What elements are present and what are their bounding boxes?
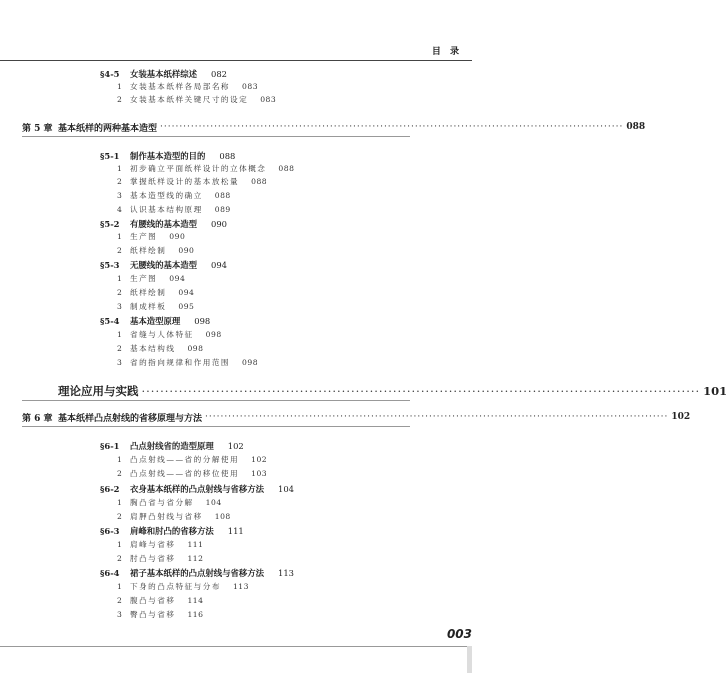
item-page: 098 [187,343,204,353]
toc-item [117,189,231,201]
item-number: 3 [117,301,122,311]
item-number: 1 [117,581,122,591]
section-title: 凸点射线省的造型原理 [130,440,214,451]
item-title: 纸样绘制 [130,245,167,255]
toc-section [100,566,294,579]
item-number: 2 [117,343,122,353]
item-title: 基本结构线 [130,343,176,353]
dot-leader: ························································································································ [160,122,624,132]
dot-leader: ························································································································ [205,412,669,422]
section-number: §6-4 [100,567,120,578]
item-number: 2 [117,553,122,563]
section-number: §5-3 [100,259,120,270]
toc-item [117,467,267,479]
toc-item [117,552,203,564]
page-number: 003 [446,627,472,641]
item-number: 1 [117,81,122,91]
item-number: 2 [117,94,122,104]
toc-item [117,538,203,550]
section-page: 111 [227,525,244,536]
item-page: 098 [242,357,259,367]
item-title: 腹凸与省移 [130,595,176,605]
item-page: 090 [178,245,195,255]
section-number: §6-1 [100,440,120,451]
item-page: 113 [232,581,249,591]
section-title: 制作基本造型的目的 [130,150,206,161]
toc-item [117,342,203,354]
item-number: 3 [117,357,122,367]
toc-item [117,356,258,368]
item-title: 省的指向规律和作用范围 [130,357,231,367]
item-number: 2 [117,468,122,478]
toc-item [117,272,185,284]
toc-chapter [22,119,646,135]
item-number: 1 [117,454,122,464]
item-page: 111 [187,539,204,549]
section-title: 有腰线的基本造型 [130,218,197,229]
item-page: 112 [187,553,204,563]
toc-item [117,286,194,298]
item-title: 纸样绘制 [130,287,167,297]
item-page: 104 [205,497,222,507]
footer-divider [0,646,472,647]
item-page: 116 [187,609,204,619]
section-number: §6-2 [100,483,120,494]
item-title: 认识基本结构原理 [130,204,203,214]
item-page: 089 [214,204,231,214]
toc-section [100,482,294,495]
section-divider [22,400,410,401]
toc-item [117,608,203,620]
toc-item [117,300,194,312]
item-page: 094 [178,287,195,297]
toc-section [100,149,235,162]
section-page: 094 [211,259,227,270]
part-title: 理论应用与实践 [58,384,139,398]
item-number: 1 [117,231,122,241]
section-title: 基本造型原理 [130,315,181,326]
item-number: 2 [117,176,122,186]
section-number: §5-2 [100,218,120,229]
item-page: 088 [214,190,231,200]
item-title: 肩胛凸射线与省移 [130,511,203,521]
item-page: 114 [187,595,204,605]
chapter-title: 基本纸样凸点射线的省移原理与方法 [58,413,203,424]
toc-item [117,453,267,465]
page-edge-bar [467,646,472,673]
toc-item [117,80,258,92]
item-title: 制成样板 [130,301,167,311]
section-page: 082 [211,68,227,79]
toc-section [100,524,244,537]
item-number: 1 [117,497,122,507]
item-number: 3 [117,190,122,200]
item-page: 090 [169,231,186,241]
item-page: 083 [260,94,277,104]
section-number: §6-3 [100,525,120,536]
chapter-page: 088 [626,122,646,132]
item-number: 2 [117,245,122,255]
section-title: 无腰线的基本造型 [130,259,197,270]
toc-chapter [22,409,691,425]
toc-item [117,230,185,242]
part-page: 101 [703,384,727,398]
chapter-page: 102 [671,412,691,422]
item-title: 生产图 [130,273,158,283]
section-divider [22,136,410,137]
item-number: 4 [117,204,122,214]
section-title: 衣身基本纸样的凸点射线与省移方法 [130,483,264,494]
section-page: 102 [227,440,244,451]
toc-section [100,314,210,327]
item-page: 088 [251,176,268,186]
item-page: 094 [169,273,186,283]
item-title: 臀凸与省移 [130,609,176,619]
toc-item [117,496,222,508]
chapter-number: 第 5 章 [22,123,53,134]
toc-section [100,258,227,271]
item-title: 省缝与人体特征 [130,329,194,339]
toc-section [100,439,244,452]
toc-section [100,217,227,230]
item-number: 1 [117,273,122,283]
section-page: 088 [219,150,236,161]
item-title: 女装基本纸样各局部名称 [130,81,231,91]
section-number: §5-4 [100,315,120,326]
toc-section [100,67,227,80]
item-number: 1 [117,539,122,549]
section-page: 113 [278,567,294,578]
item-page: 108 [214,511,231,521]
item-title: 初步确立平面纸样设计的立体概念 [130,163,267,173]
item-title: 生产图 [130,231,158,241]
header-divider [0,60,472,61]
chapter-number: 第 6 章 [22,413,53,424]
toc-item [117,580,249,592]
toc-item [117,175,267,187]
section-number: §5-1 [100,150,120,161]
item-title: 基本造型线的确立 [130,190,203,200]
item-title: 掌握纸样设计的基本放松量 [130,176,240,186]
toc-item [117,510,231,522]
item-title: 肩峰与省移 [130,539,176,549]
item-page: 103 [251,468,268,478]
item-page: 083 [242,81,259,91]
toc-item [117,328,222,340]
item-title: 下身的凸点特征与分布 [130,581,221,591]
toc-item [117,594,203,606]
toc-item [117,203,231,215]
item-title: 凸点射线——省的分解使用 [130,454,240,464]
item-page: 088 [278,163,295,173]
section-page: 104 [278,483,294,494]
item-title: 胸凸省与省分解 [130,497,194,507]
item-page: 098 [205,329,222,339]
section-page: 098 [194,315,211,326]
item-number: 2 [117,287,122,297]
item-title: 凸点射线——省的移位使用 [130,468,240,478]
item-number: 2 [117,511,122,521]
item-page: 095 [178,301,195,311]
item-number: 2 [117,595,122,605]
running-header: 目 录 [431,47,462,57]
section-page: 090 [211,218,227,229]
toc-item [117,93,276,105]
item-title: 女装基本纸样关键尺寸的设定 [130,94,249,104]
toc-part-heading [58,382,727,400]
section-title: 裙子基本纸样的凸点射线与省移方法 [130,567,264,578]
section-title: 肩峰和肘凸的省移方法 [130,525,214,536]
item-number: 1 [117,163,122,173]
item-page: 102 [251,454,268,464]
item-title: 肘凸与省移 [130,553,176,563]
section-title: 女装基本纸样综述 [130,68,197,79]
item-number: 3 [117,609,122,619]
chapter-title: 基本纸样的两种基本造型 [58,123,158,134]
dot-leader: ························································································································ [141,384,701,398]
item-number: 1 [117,329,122,339]
toc-item [117,244,194,256]
section-number: §4-5 [100,68,120,79]
toc-item [117,162,294,174]
section-divider [22,426,410,427]
